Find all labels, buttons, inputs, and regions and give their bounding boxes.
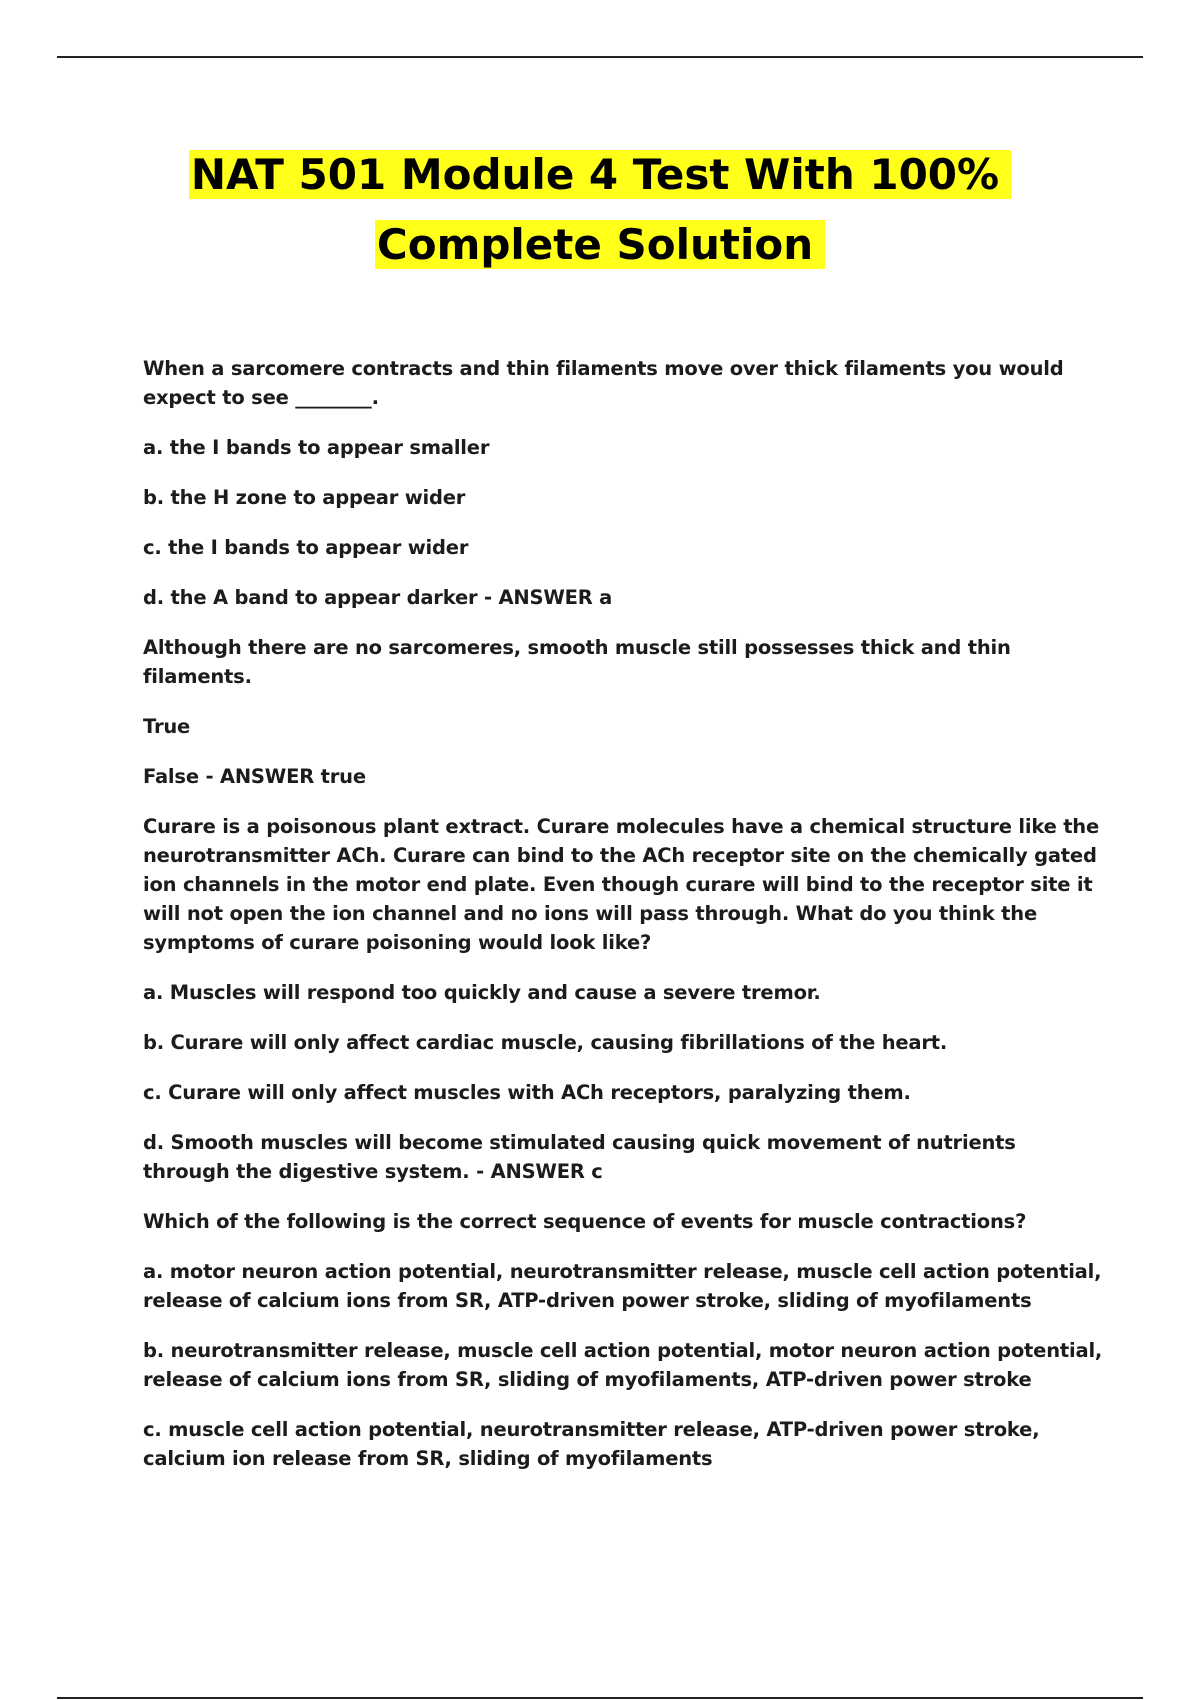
question-3-text: Curare is a poisonous plant extract. Curare molecules have a chemical structure like the neurotransmitter ACh. Curare can bind to the ACh receptor site on the chemically gated ion channels in the motor end plate. Even though curare will bind to the receptor site it will not open the ion channel and no ions will pass through. What do you think the symptoms of curare poisoning would look like? (143, 815, 1100, 954)
question-1-option-a: a. the I bands to appear smaller (143, 436, 490, 459)
question-3-option-d-answer: d. Smooth muscles will become stimulated causing quick movement of nutrients through the digestive system. - ANSWER c (143, 1131, 1016, 1183)
title-line-2: Complete Solution (375, 220, 825, 269)
question-1-text: When a sarcomere contracts and thin filaments move over thick filaments you would expect to see ________. (143, 357, 1064, 409)
question-1-option-b: b. the H zone to appear wider (143, 486, 466, 509)
question-3-option-c: c. Curare will only affect muscles with ACh receptors, paralyzing them. (143, 1081, 911, 1104)
question-3-option-b: b. Curare will only affect cardiac muscle, causing fibrillations of the heart. (143, 1031, 948, 1054)
question-4-option-a: a. motor neuron action potential, neurotransmitter release, muscle cell action potential, release of calcium ions from SR, ATP-driven power stroke, sliding of myofilaments (143, 1260, 1102, 1312)
question-2-option-true: True (143, 715, 191, 738)
question-1-option-d-answer: d. the A band to appear darker - ANSWER a (143, 586, 613, 609)
top-rule (57, 56, 1143, 58)
question-2-text: Although there are no sarcomeres, smooth muscle still possesses thick and thin filaments. (143, 636, 1011, 688)
question-1-option-c: c. the I bands to appear wider (143, 536, 469, 559)
document-body (143, 354, 1103, 1494)
question-2-option-false-answer: False - ANSWER true (143, 765, 366, 788)
bottom-rule (57, 1697, 1143, 1699)
question-4-text: Which of the following is the correct sequence of events for muscle contractions? (143, 1210, 1027, 1233)
question-4-option-c: c. muscle cell action potential, neurotransmitter release, ATP-driven power stroke, calcium ion release from SR, sliding of myofilaments (143, 1418, 1040, 1470)
question-4-option-b: b. neurotransmitter release, muscle cell action potential, motor neuron action potential, release of calcium ions from SR, sliding of myofilaments, ATP-driven power stroke (143, 1339, 1103, 1391)
title-line-1: NAT 501 Module 4 Test With 100% (189, 150, 1011, 199)
document-title (0, 140, 1200, 280)
question-3-option-a: a. Muscles will respond too quickly and cause a severe tremor. (143, 981, 821, 1004)
